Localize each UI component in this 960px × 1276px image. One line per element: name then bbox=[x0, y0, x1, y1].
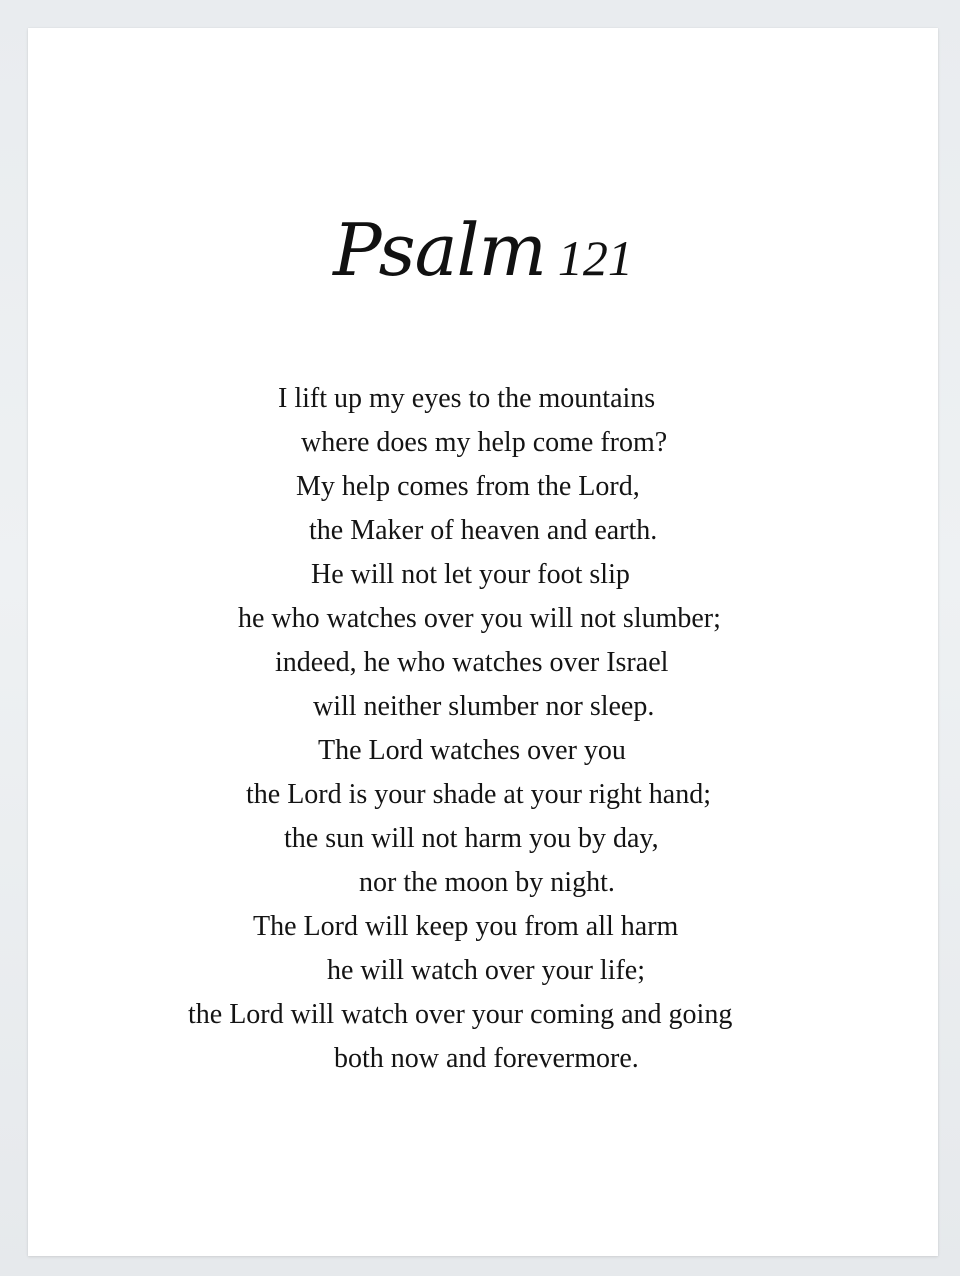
verse-line: both now and forevermore. bbox=[334, 1043, 639, 1074]
verse-line: he who watches over you will not slumber; bbox=[238, 603, 721, 634]
page-title bbox=[28, 208, 938, 292]
verse-line: will neither slumber nor sleep. bbox=[313, 691, 655, 722]
verse-line: My help comes from the Lord, bbox=[296, 471, 640, 502]
verse-line: The Lord will keep you from all harm bbox=[253, 911, 679, 942]
verse-line: I lift up my eyes to the mountains bbox=[278, 383, 656, 414]
verse-line: the Maker of heaven and earth. bbox=[309, 515, 658, 546]
verse-line: He will not let your foot slip bbox=[311, 559, 630, 590]
poster-print bbox=[28, 28, 938, 1256]
verse-line: where does my help come from? bbox=[301, 427, 668, 458]
verse-line: indeed, he who watches over Israel bbox=[275, 647, 669, 678]
verse-line: the sun will not harm you by day, bbox=[284, 823, 659, 854]
verse-line: he will watch over your life; bbox=[327, 955, 646, 986]
title-number: 121 bbox=[557, 230, 633, 286]
verse-line: The Lord watches over you bbox=[318, 735, 626, 766]
verse-line: nor the moon by night. bbox=[359, 867, 615, 898]
verse-line: the Lord will watch over your coming and going bbox=[188, 999, 733, 1030]
title-script-word: Psalm bbox=[333, 208, 546, 292]
verse-line: the Lord is your shade at your right hand; bbox=[246, 779, 712, 810]
